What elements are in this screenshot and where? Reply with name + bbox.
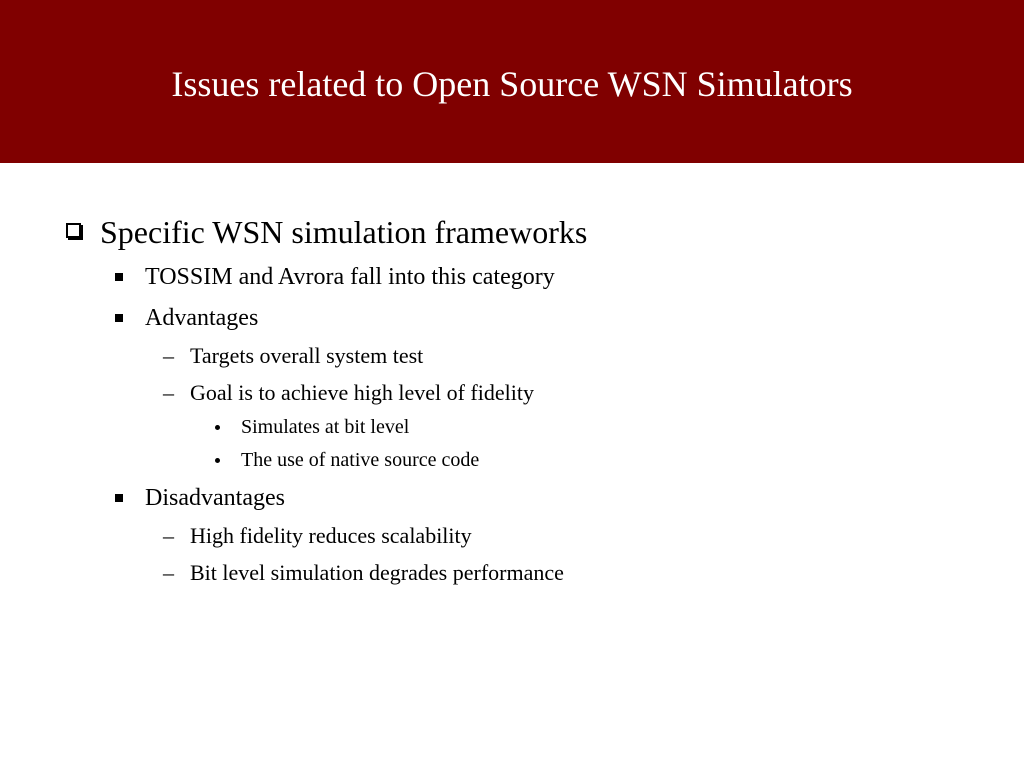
bullet-text: Targets overall system test	[190, 343, 424, 368]
slide-title: Issues related to Open Source WSN Simulators	[171, 64, 853, 104]
bullet-text: Disadvantages	[145, 485, 285, 511]
en-dash-bullet-icon: –	[163, 380, 174, 405]
bullet-text: Goal is to achieve high level of fidelity	[190, 380, 534, 405]
bullet-text: Bit level simulation degrades performance	[190, 560, 564, 585]
bullet-text: High fidelity reduces scalability	[190, 523, 472, 548]
filled-square-bullet-icon	[115, 494, 123, 502]
title-bar	[0, 0, 1024, 163]
bullet-text: Advantages	[145, 305, 259, 331]
en-dash-bullet-icon: –	[163, 560, 174, 585]
en-dash-bullet-icon: –	[163, 343, 174, 368]
filled-square-bullet-icon	[115, 273, 123, 281]
filled-square-bullet-icon	[115, 314, 123, 322]
hollow-square-bullet-icon	[66, 223, 81, 238]
bullet-text: The use of native source code	[241, 449, 480, 471]
dot-bullet-icon	[215, 458, 220, 463]
bullet-text: Specific WSN simulation frameworks	[100, 214, 588, 250]
bullet-text: TOSSIM and Avrora fall into this category	[145, 264, 555, 290]
en-dash-bullet-icon: –	[163, 523, 174, 548]
dot-bullet-icon	[215, 425, 220, 430]
bullet-text: Simulates at bit level	[241, 416, 410, 438]
